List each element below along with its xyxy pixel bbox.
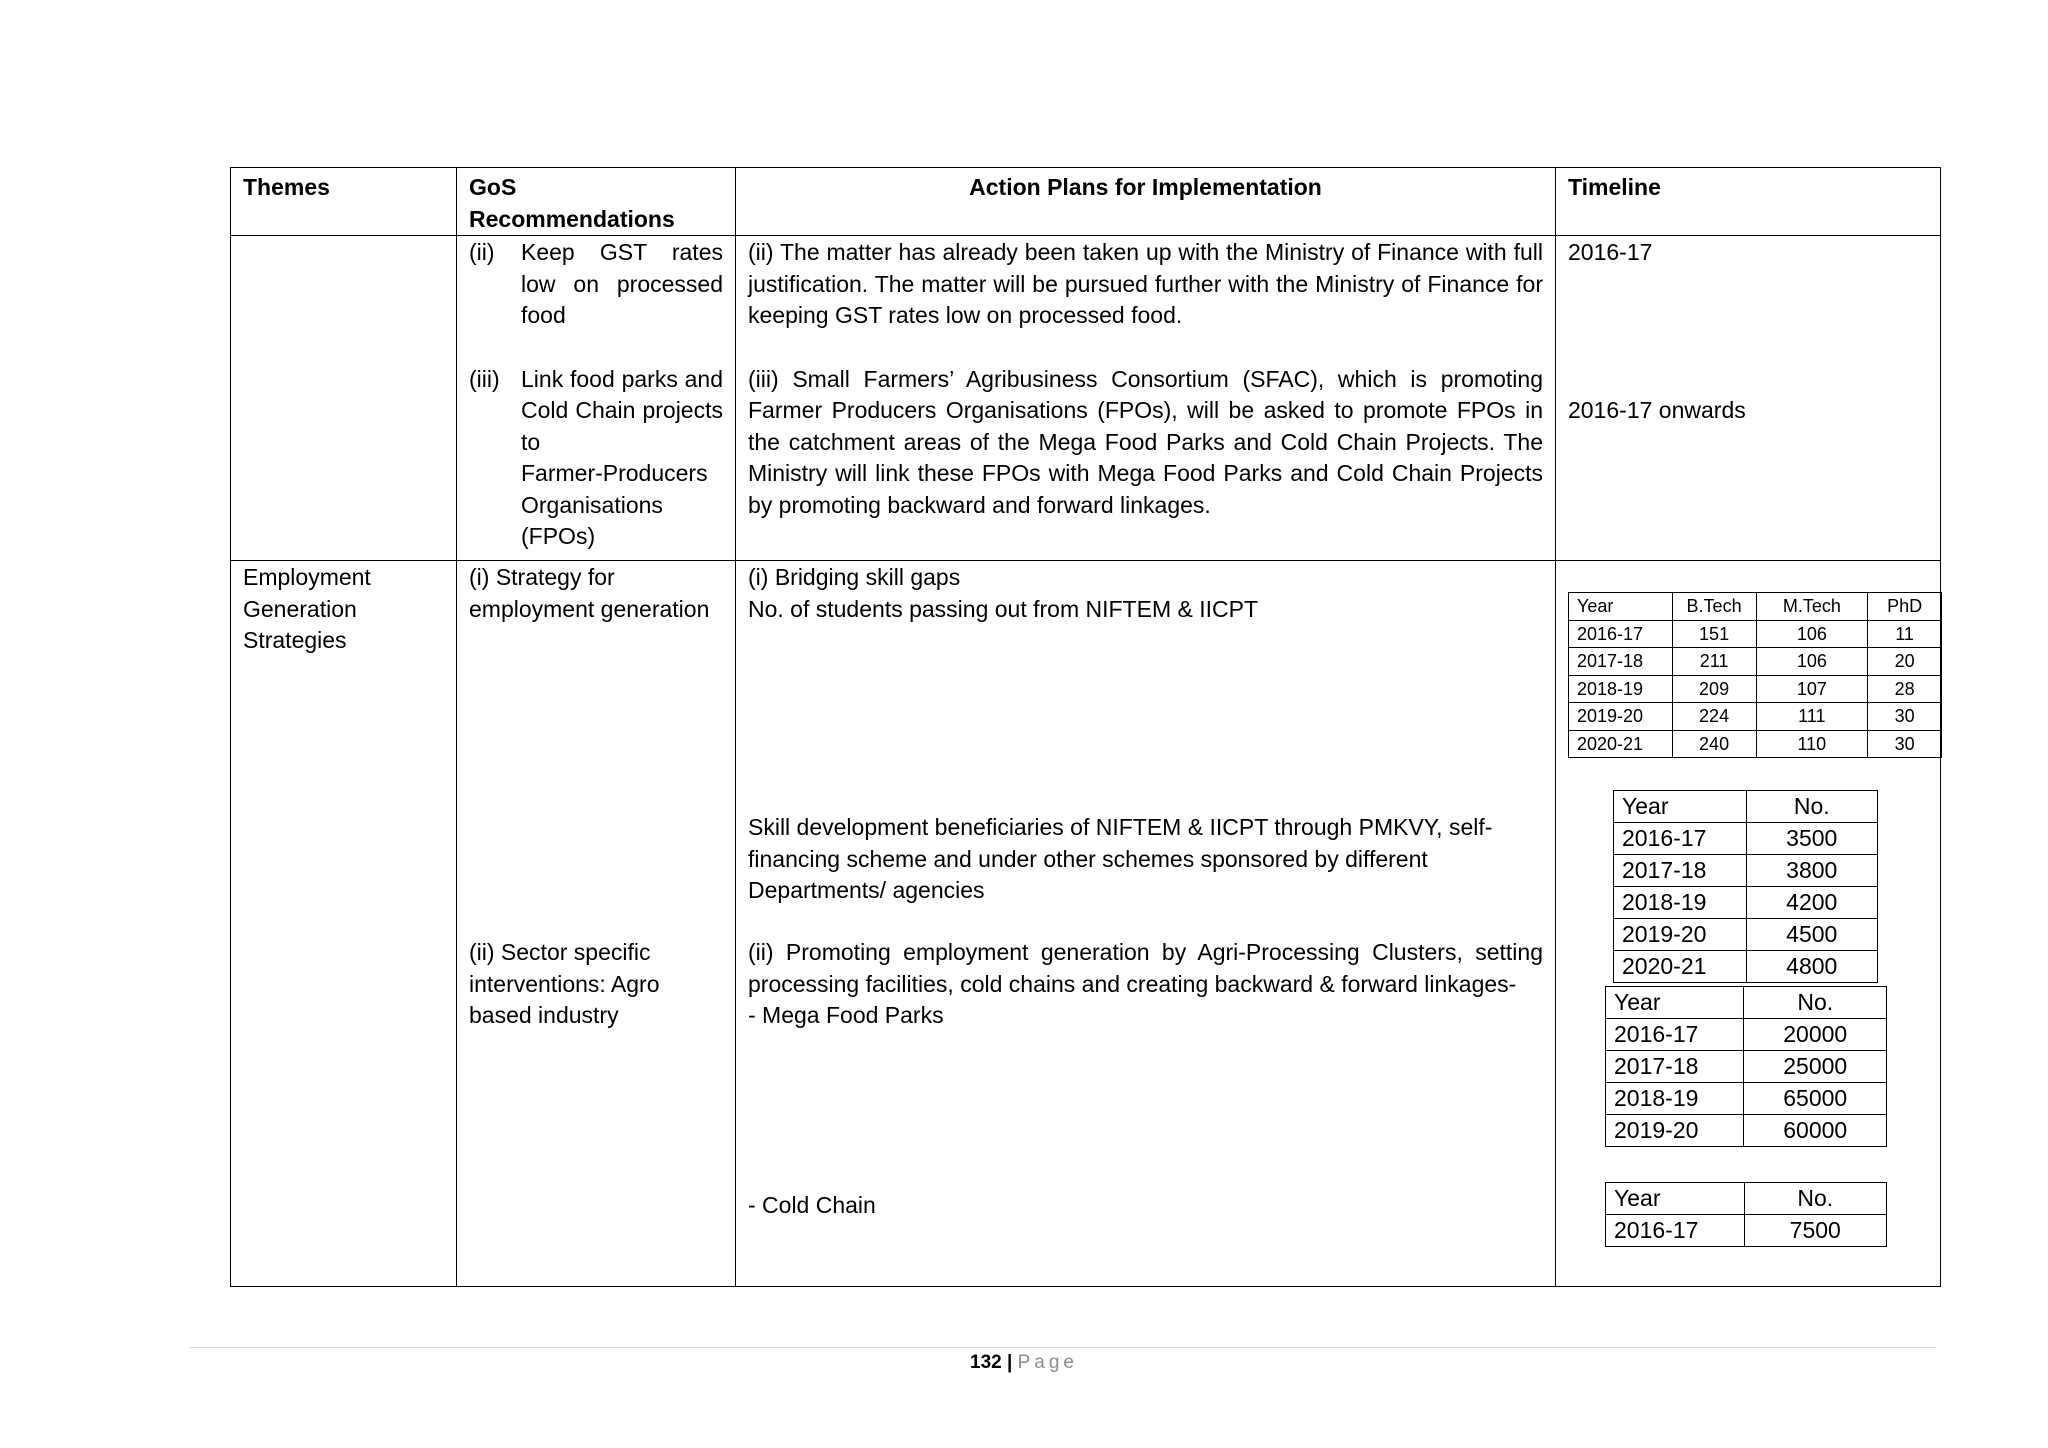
footer-separator: | <box>1007 1352 1013 1373</box>
mega-table-cell: 20000 <box>1744 1019 1887 1051</box>
students-table-cell: 28 <box>1868 675 1942 703</box>
students-table-row <box>1569 620 1942 648</box>
action-skill-development: Skill development beneficiaries of NIFTEM & IICPT through PMKVY, self-financing scheme and under other schemes sponsored by different Departments/ agencies <box>748 814 1493 903</box>
timeline-employment-cell <box>1556 561 1941 1287</box>
action-item-iii: (iii) Small Farmers’ Agribusiness Consortium (SFAC), which is promoting Farmer Producers Organisations (FPOs), will be asked to promote FPOs in the catchment areas of the Mega Food Parks and Cold Chain Projects. The Ministry will link these FPOs with Mega Food Parks and Cold Chain Projects by promoting backward and forward linkages. <box>748 365 1543 518</box>
header-action-plans: Action Plans for Implementation <box>736 168 1556 236</box>
students-table-cell: 2020-21 <box>1569 730 1673 758</box>
action-students-passing: No. of students passing out from NIFTEM & IICPT <box>748 595 1259 622</box>
cold-table-header <box>1606 1183 1887 1215</box>
cold-table-body <box>1606 1183 1887 1247</box>
students-table-row <box>1569 703 1942 731</box>
header-row <box>231 168 1941 236</box>
mega-table-row <box>1606 1051 1887 1083</box>
gos-item-iii-text: Link food parks and Cold Chain projects to <box>521 365 723 455</box>
mega-table-body <box>1606 987 1887 1147</box>
gos-item-ii-number: (ii) <box>469 239 495 265</box>
students-table <box>1568 592 1942 758</box>
gos-sector-specific: (ii) Sector specific interventions: Agro based industry <box>469 939 660 1028</box>
action-employment-cell <box>736 561 1556 1287</box>
students-table-row <box>1569 730 1942 758</box>
page-label: Page <box>1017 1352 1078 1373</box>
gos-item-ii-text: Keep GST rates low on processed <box>521 239 723 297</box>
gos-cell <box>457 236 736 561</box>
recommendations-table <box>230 167 1941 1287</box>
students-table-cell: 20 <box>1868 648 1942 676</box>
students-table-cell: 111 <box>1756 703 1868 731</box>
gos-item-ii <box>469 237 723 332</box>
skill-table-row <box>1614 951 1878 983</box>
skill-table-cell: 3500 <box>1746 823 1877 855</box>
page-footer <box>0 1352 2048 1374</box>
students-table-cell: 2017-18 <box>1569 648 1673 676</box>
gos-strategy-employment: (i) Strategy for employment generation <box>469 564 710 622</box>
cold-chain-table <box>1605 1182 1887 1247</box>
students-table-cell: 224 <box>1672 703 1756 731</box>
page-number: 132 <box>970 1352 1002 1373</box>
students-table-cell: 2016-17 <box>1569 620 1673 648</box>
mega-table-cell: 60000 <box>1744 1115 1887 1147</box>
action-cold-chain: - Cold Chain <box>748 1192 876 1218</box>
mega-table-cell: 25000 <box>1744 1051 1887 1083</box>
timeline-cell <box>1556 236 1941 561</box>
students-table-cell: 2019-20 <box>1569 703 1673 731</box>
students-table-cell: 30 <box>1868 730 1942 758</box>
students-table-cell: 240 <box>1672 730 1756 758</box>
skill-table-row <box>1614 855 1878 887</box>
skill-table-cell: 2018-19 <box>1614 887 1747 919</box>
themes-cell-empty <box>231 236 457 561</box>
students-table-row <box>1569 648 1942 676</box>
timeline-item-iii: 2016-17 onwards <box>1568 396 1746 423</box>
students-header-mtech: M.Tech <box>1756 593 1868 621</box>
skill-table-cell: 2020-21 <box>1614 951 1747 983</box>
students-table-cell: 11 <box>1868 620 1942 648</box>
theme-employment-generation: Employment Generation Strategies <box>231 561 457 1287</box>
mega-table-cell: 2019-20 <box>1606 1115 1744 1147</box>
skill-table-body <box>1614 791 1878 983</box>
skill-table-cell: 2019-20 <box>1614 919 1747 951</box>
mega-table-row <box>1606 1083 1887 1115</box>
skill-table-header <box>1614 791 1878 823</box>
mega-table-row <box>1606 1019 1887 1051</box>
students-table-cell: 2018-19 <box>1569 675 1673 703</box>
table-row-gst-fpo <box>231 236 1941 561</box>
cold-table-cell: 2016-17 <box>1606 1215 1745 1247</box>
skill-table-cell: 2016-17 <box>1614 823 1747 855</box>
skill-table-cell: 4200 <box>1746 887 1877 919</box>
footer-divider <box>190 1347 1936 1348</box>
header-gos-recommendations: GoS Recommendations <box>457 168 736 236</box>
gos-item-iii <box>469 364 723 553</box>
mega-table-cell: 65000 <box>1744 1083 1887 1115</box>
skill-table-cell: 4500 <box>1746 919 1877 951</box>
gos-item-iii-number: (iii) <box>469 365 500 392</box>
action-agri-processing: (ii) Promoting employment generation by Agri-Processing Clusters, setting processing facilities, cold chains and creating backward & forward linkages- <box>748 939 1543 997</box>
mega-table-cell: 2018-19 <box>1606 1083 1744 1115</box>
students-header-phd: PhD <box>1868 593 1942 621</box>
students-table-cell: 110 <box>1756 730 1868 758</box>
gos-employment-cell <box>457 561 736 1287</box>
cold-header-year: Year <box>1606 1183 1745 1215</box>
mega-header-year: Year <box>1606 987 1744 1019</box>
skill-table-cell: 4800 <box>1746 951 1877 983</box>
gos-item-ii-text-end: food <box>521 302 566 328</box>
students-header-btech: B.Tech <box>1672 593 1756 621</box>
mega-table-header <box>1606 987 1887 1019</box>
header-timeline: Timeline <box>1556 168 1941 236</box>
students-table-header <box>1569 593 1942 621</box>
skill-table-cell: 2017-18 <box>1614 855 1747 887</box>
action-mega-food-parks: - Mega Food Parks <box>748 1002 944 1028</box>
timeline-item-ii: 2016-17 <box>1568 239 1653 265</box>
students-header-year: Year <box>1569 593 1673 621</box>
gos-item-iii-text-end: Farmer-Producers Organisations (FPOs) <box>521 460 708 549</box>
students-table-cell: 107 <box>1756 675 1868 703</box>
skill-table-row <box>1614 887 1878 919</box>
table-row-employment <box>231 561 1941 1287</box>
students-table-cell: 209 <box>1672 675 1756 703</box>
skill-header-year: Year <box>1614 791 1747 823</box>
cold-table-row <box>1606 1215 1887 1247</box>
students-table-body <box>1569 593 1942 758</box>
students-table-cell: 151 <box>1672 620 1756 648</box>
cold-table-cell: 7500 <box>1744 1215 1886 1247</box>
mega-table-cell: 2017-18 <box>1606 1051 1744 1083</box>
students-table-cell: 30 <box>1868 703 1942 731</box>
action-item-ii: (ii) The matter has already been taken up with the Ministry of Finance with full justification. The matter will be pursued further with the Ministry of Finance for keeping GST rates low on processed food. <box>748 239 1543 328</box>
students-table-row <box>1569 675 1942 703</box>
skill-table-cell: 3800 <box>1746 855 1877 887</box>
mega-table-cell: 2016-17 <box>1606 1019 1744 1051</box>
action-cell <box>736 236 1556 561</box>
skill-beneficiaries-table <box>1613 790 1878 983</box>
cold-header-no: No. <box>1744 1183 1886 1215</box>
mega-header-no: No. <box>1744 987 1887 1019</box>
header-themes: Themes <box>231 168 457 236</box>
mega-table-row <box>1606 1115 1887 1147</box>
skill-table-row <box>1614 919 1878 951</box>
action-bridging-skill-gaps: (i) Bridging skill gaps <box>748 564 961 590</box>
skill-header-no: No. <box>1746 791 1877 823</box>
students-table-cell: 106 <box>1756 648 1868 676</box>
students-table-cell: 211 <box>1672 648 1756 676</box>
skill-table-row <box>1614 823 1878 855</box>
mega-food-parks-table <box>1605 986 1887 1147</box>
students-table-cell: 106 <box>1756 620 1868 648</box>
